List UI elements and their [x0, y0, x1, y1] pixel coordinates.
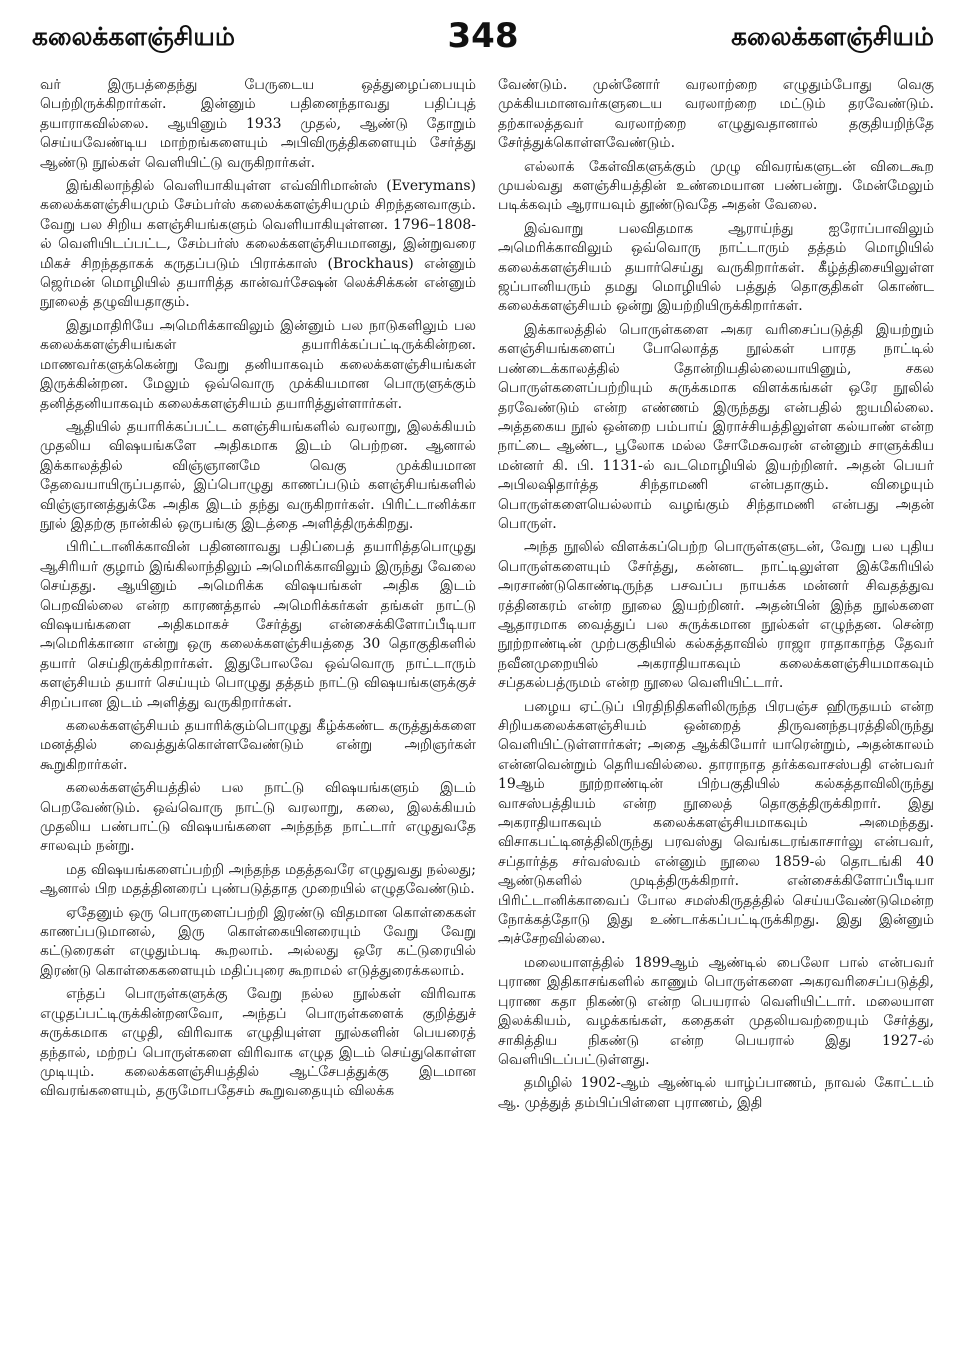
running-title-right: கலைக்களஞ்சியம் [731, 22, 934, 51]
paragraph: இதுமாதிரியே அமெரிக்காவிலும் இன்னும் பல நாடுகளிலும் பல கலைக்களஞ்சியங்கள் தயாரிக்கப்பட்டிருக்கின்றன. மாணவர்களுக்கென்று வேறு தனியாகவும் கலைக்களஞ்சியங்கள் இருக்கின்றன. மேலும் ஒவ்வொரு முக்கியமான பொருளுக்கும் தனித்தனியாகவும் கலைக்களஞ்சியம் தயாரித்துள்ளார்கள். [40, 317, 476, 412]
page-header [32, 14, 934, 60]
page-number: 348 [447, 16, 519, 56]
paragraph: வர் இருபத்தைந்து பேருடைய ஒத்துழைப்பையும் பெற்றிருக்கிறார்கள். இன்னும் பதினைந்தாவது பதிப்புத் தயாராகவில்லை. ஆயினும் 1933 முதல், ஆண்டு தோறும் செய்யவேண்டிய மாற்றங்களையும் அபிவிருத்திகளையும் சேர்த்து ஆண்டு நூல்கள் வெளியிட்டு வருகிறார்கள். [40, 77, 476, 171]
paragraph: வேண்டும். முன்னோர் வரலாற்றை எழுதும்போது வெகு முக்கியமானவர்களுடைய வரலாற்றை மட்டும் தரவேண்டும். தற்காலத்தவர் வரலாற்றை எழுதுவதானால் தகுதியறிந்தே சேர்த்துக்கொள்ளவேண்டும். [498, 77, 934, 152]
right-text-column [498, 76, 934, 1351]
paragraph: எந்தப் பொருள்களுக்கு வேறு நல்ல நூல்கள் விரிவாக எழுதப்பட்டிருக்கின்றனவோ, அந்தப் பொருள்களைக் குறித்துச் சுருக்கமாக எழுதி, விரிவாக எழுதியுள்ள நூல்களின் பெயரைத் தந்தால், மற்றப் பொருள்களை விரிவாக எழுத இடம் செய்துகொள்ள முடியும். கலைக்களஞ்சியத்தில் ஆட்சேபத்துக்கு இடமான விவரங்களையும், தருமோபதேசம் கூறுவதையும் விலக்க [40, 986, 476, 1100]
paragraph: இங்கிலாந்தில் வெளியாகியுள்ள எவ்விரிமான்ஸ் (Everymans) கலைக்களஞ்சியமும் சேம்பர்ஸ் கலைக்களஞ்சியமும் சிறந்தனவாகும். வேறு பல சிறிய களஞ்சியங்களும் வெளியாகியுள்ளன. 1796–1808-ல் வெளியிடப்பட்ட, சேம்பர்ஸ் கலைக்களஞ்சியமானது, இன்றுவரை மிகச் சிறந்ததாகக் கருதப்படும் பிராக்காஸ் (Brockhaus) என்னும் ஜெர்மன் மொழியில் தயாரித்த கான்வர்சேஷன் லெக்சிக்கன் என்னும் நூலைத் தழுவியதாகும். [40, 178, 476, 311]
paragraph: தமிழில் 1902-ஆம் ஆண்டில் யாழ்ப்பாணம், நாவல் கோட்டம் ஆ. முத்துத் தம்பிப்பிள்ளை புராணம், இதி [498, 1075, 934, 1111]
paragraph: அந்த நூலில் விளக்கப்பெற்ற பொருள்களுடன், வேறு பல புதிய பொருள்களையும் சேர்த்து, கன்னட நாட்டிலுள்ள இக்கேரியில் அரசாண்டுகொண்டிருந்த பசவப்ப நாயக்க மன்னர் சிவதத்துவ ரத்தினகரம் என்ற நூலை இயற்றினர். அதன்பின் இந்த நூல்களை ஆதாரமாக வைத்துப் பல சுருக்கமான நூல்கள் எழுந்தன. சென்ற நூற்றாண்டின் முற்பகுதியில் கல்கத்தாவில் ராஜா ராதாகாந்த தேவர் நவீனமுறையில் அகராதியாகவும் கலைக்களஞ்சியமாகவும் சப்தகல்பத்ருமம் என்ற நூலை வெளியிட்டார். [498, 539, 934, 692]
paragraph: ஆதியில் தயாரிக்கப்பட்ட களஞ்சியங்களில் வரலாறு, இலக்கியம் முதலிய விஷயங்களே அதிகமாக இடம் பெற்றன. ஆனால் இக்காலத்தில் விஞ்ஞானமே வெகு முக்கியமான தேவையாயிருப்பதால், இப்பொழுது காணப்படும் களஞ்சியங்களில் விஞ்ஞானத்துக்கே அதிக இடம் தந்து வருகிறார்கள். பிரிட்டானிக்கா நூல் இதற்கு நான்கில் ஒருபங்கு இடத்தை அளித்திருக்கிறது. [40, 418, 476, 532]
paragraph: பிரிட்டானிக்காவின் பதினனாவது பதிப்பைத் தயாரித்தபொழுது ஆசிரியர் குழாம் இங்கிலாந்திலும் அமெரிக்காவிலும் இருந்து வேலை செய்தது. ஆயினும் அமெரிக்க விஷயங்கள் அதிக இடம் பெறவில்லை என்ற காரணத்தால் அமெரிக்கர்கள் தங்கள் நாட்டு விஷயங்களை அதிகமாகச் சேர்த்து என்சைக்கிளோப்பீடியா அமெரிக்கானா என்று ஒரு கலைக்களஞ்சியத்தை 30 தொகுதிகளில் தயார் செய்திருக்கிறார்கள். இதுபோலவே ஒவ்வொரு நாட்டாரும் களஞ்சியம் தயார் செய்யும் பொழுது தத்தம் நாட்டு விஷயங்களுக்குச் சிறப்பான இடம் அளித்து வருகிறார்கள். [40, 539, 476, 711]
paragraph: எல்லாக் கேள்விகளுக்கும் முழு விவரங்களுடன் விடைகூற முயல்வது களஞ்சியத்தின் உண்மையான பண்பன்று. மேன்மேலும் படிக்கவும் ஆராயவும் தூண்டுவதே அதன் வேலை. [498, 158, 934, 214]
paragraph: இக்காலத்தில் பொருள்களை அகர வரிசைப்படுத்தி இயற்றும் களஞ்சியங்களைப் போலொத்த நூல்கள் பாரத நாட்டில் பண்டைக்காலத்தில் தோன்றியதில்லையாயினும், சகல பொருள்களைப்பற்றியும் சுருக்கமாக விளக்கங்கள் ஒரே நூலில் தரவேண்டும் என்ற எண்ணம் இருந்தது என்பதில் ஐயமில்லை. அத்தகைய நூல் ஒன்றை பம்பாய் இராச்சியத்திலுள்ள கல்யாண் என்ற நாட்டை ஆண்ட, பூலோக மல்ல சோமேசுவரன் என்னும் சாளுக்கிய மன்னர் கி. பி. 1131-ல் வடமொழியில் இயற்றினர். அதன் பெயர் அபிலஷிதார்த்த சிந்தாமணி என்பதாகும். விழையும் பொருள்களையெல்லாம் வழங்கும் சிந்தாமணி என்பது அதன் பொருள். [498, 321, 934, 532]
paragraph: மலையாளத்தில் 1899ஆம் ஆண்டில் பைலோ பால் என்பவர் புராண இதிகாசங்களில் காணும் பொருள்களை அகரவரிசைப்படுத்தி, புராண கதா நிகண்டு என்ற பெயரால் வெளியிட்டார். மலையாள இலக்கியம், வழக்கங்கள், கதைகள் முதலியவற்றையும் சேர்த்து, சாகித்திய நிகண்டு என்ற பெயரால் இது 1927-ல் வெளியிடப்பட்டுள்ளது. [498, 954, 934, 1068]
paragraph: இவ்வாறு பலவிதமாக ஆராய்ந்து ஐரோப்பாவிலும் அமெரிக்காவிலும் ஒவ்வொரு நாட்டாரும் தத்தம் மொழியில் கலைக்களஞ்சியம் தயார்செய்து வருகிறார்கள். கீழ்த்திசையிலுள்ள ஜப்பானியரும் தமது மொழியில் பத்துத் தொகுதிகள் கொண்ட கலைக்களஞ்சியம் ஒன்று இயற்றியிருக்கிறார்கள். [498, 220, 934, 315]
paragraph: ஏதேனும் ஒரு பொருளைப்பற்றி இரண்டு விதமான கொள்கைகள் காணப்படுமானல், இரு கொள்கையினரையும் வேறு வேறு கட்டுரைகள் எழுதும்படி கூறலாம். அல்லது ஒரே கட்டுரையில் இரண்டு கொள்கைகளையும் மதிப்புரை கூறாமல் எடுத்துரைக்கலாம். [40, 904, 476, 979]
paragraph: கலைக்களஞ்சியத்தில் பல நாட்டு விஷயங்களும் இடம் பெறவேண்டும். ஒவ்வொரு நாட்டு வரலாறு, கலை, இலக்கியம் முதலிய பண்பாட்டு விஷயங்களை அந்தந்த நாட்டார் எழுதுவதே சாலவும் நன்று. [40, 780, 476, 855]
paragraph: மத விஷயங்களைப்பற்றி அந்தந்த மதத்தவரே எழுதுவது நல்லது; ஆனால் பிற மதத்தினரைப் புண்படுத்தாத முறையில் எழுதவேண்டும். [40, 861, 476, 898]
left-text-column [40, 76, 476, 1351]
paragraph: பழைய ஏட்டுப் பிரதிநிதிகளிலிருந்த பிரபஞ்ச ஹிருதயம் என்ற சிறியகலைக்களஞ்சியம் ஒன்றைத் திருவனந்தபுரத்திலிருந்து வெளியிட்டுள்ளார்கள்; அதை ஆக்கியோர் யாரென்றும், அதன்காலம் என்னவென்றும் தெரியவில்லை. தாராநாத தர்க்கவாசஸ்பதி என்பவர் 19ஆம் நூற்றாண்டின் பிற்பகுதியில் கல்கத்தாவிலிருந்து வாசஸ்பத்தியம் என்ற நூலைத் தொகுத்திருக்கிறார். இது அகராதியாகவும் கலைக்களஞ்சியமாகவும் அமைந்தது. விசாகபட்டினத்திலிருந்து பரவஸ்து வெங்கடரங்காசார்லு என்பவர், சப்தார்த்த சர்வஸ்வம் என்னும் நூலை 1859-ல் தொடங்கி 40 ஆண்டுகளில் முடித்திருக்கிறார். என்சைக்கிளோப்பீடியா பிரிட்டானிக்காவைப் போல சமஸ்கிருதத்தில் செய்யவேண்டுமென்ற நோக்கத்தோடு இது உண்டாக்கப்பட்டிருக்கிறது. இது இன்னும் அச்சேறவில்லை. [498, 698, 934, 948]
paragraph: கலைக்களஞ்சியம் தயாரிக்கும்பொழுது கீழ்க்கண்ட கருத்துக்களை மனத்தில் வைத்துக்கொள்ளவேண்டும் என்று அறிஞர்கள் கூறுகிறார்கள். [40, 718, 476, 773]
running-title-left: கலைக்களஞ்சியம் [32, 22, 235, 51]
